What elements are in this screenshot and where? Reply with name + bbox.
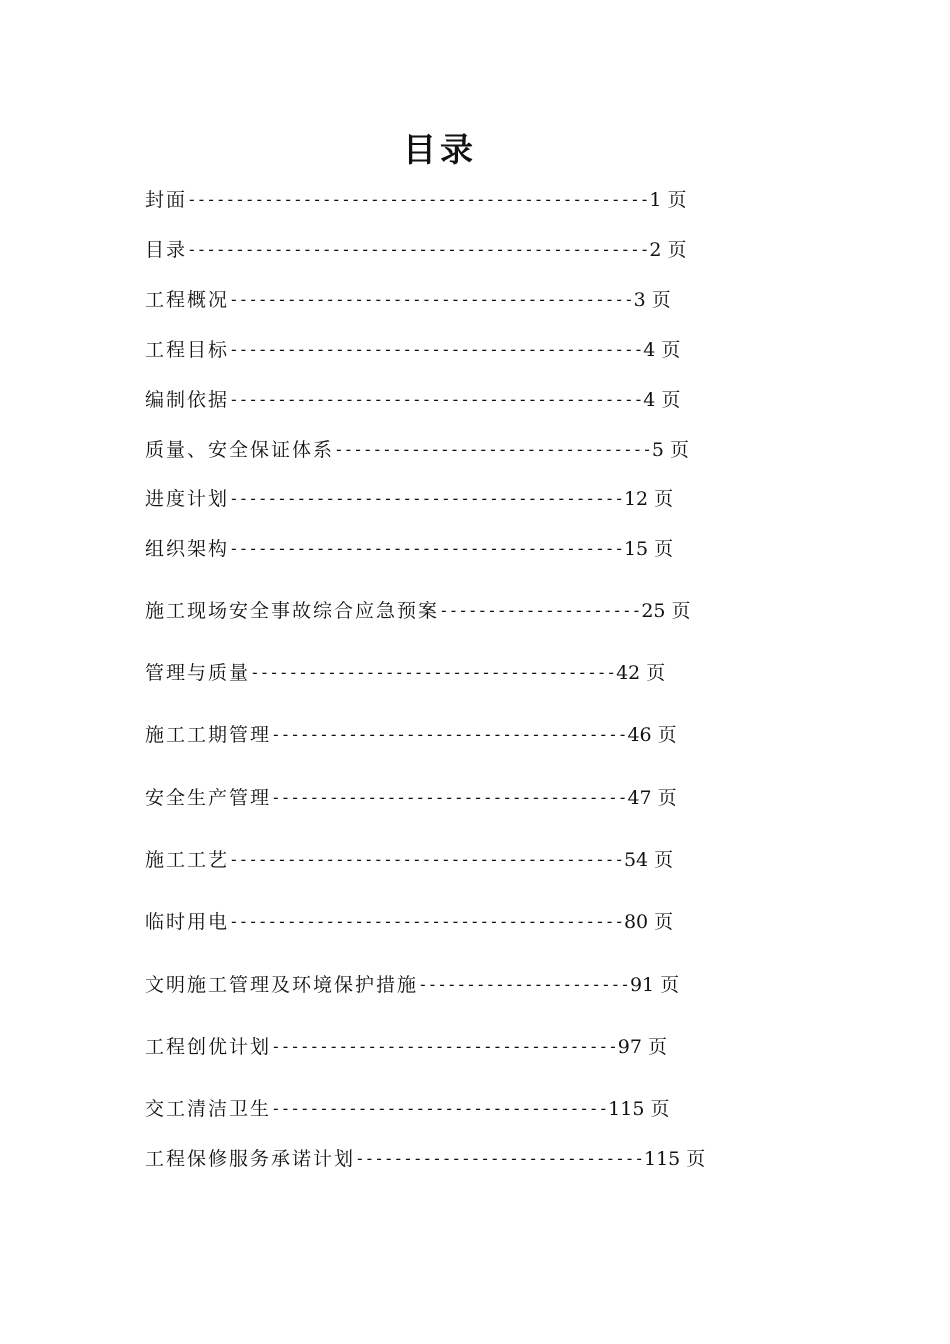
toc-page-number: 1 页 [649, 189, 687, 211]
toc-entry-label: 交工清洁卫生 [145, 1098, 272, 1120]
toc-entry [145, 385, 680, 415]
toc-leader: ------------------------------------------- [229, 390, 644, 409]
toc-page-number: 42 页 [616, 662, 666, 684]
toc-entry [145, 845, 673, 875]
toc-leader: ----------------------------------- [271, 1099, 609, 1118]
toc-entry [145, 285, 671, 315]
toc-leader: ------------------------------------- [271, 725, 628, 744]
toc-entry [145, 335, 680, 365]
toc-page-number: 115 页 [608, 1098, 670, 1120]
toc-entry [145, 235, 687, 265]
toc-entry [145, 907, 673, 937]
toc-leader: ----------------------------------------- [229, 539, 624, 558]
toc-page-number: 46 页 [627, 724, 677, 746]
toc-entry-label: 文明施工管理及环境保护措施 [145, 974, 419, 996]
toc-page-number: 15 页 [623, 538, 674, 560]
toc-entry-label: 编制依据 [145, 389, 230, 411]
toc-entry-label: 进度计划 [145, 488, 230, 510]
toc-entry-label: 工程创优计划 [145, 1036, 272, 1058]
toc-entry [145, 1032, 667, 1062]
toc-leader: -------------------------------------- [250, 663, 617, 682]
toc-entry [145, 596, 691, 626]
toc-entry [145, 783, 677, 813]
toc-leader: ------------------------------------- [271, 788, 628, 807]
toc-page-number: 91 页 [629, 974, 680, 996]
toc-page-number: 12 页 [623, 488, 674, 510]
toc-leader: ------------------------------ [355, 1149, 644, 1168]
toc-leader: ----------------------------------------- [229, 489, 624, 508]
page-title: 目录 [403, 130, 477, 169]
toc-page-number: 47 页 [627, 787, 677, 809]
toc-leader: ----------------------------------------- [229, 912, 624, 931]
toc-leader: ------------------------------------------- [229, 340, 644, 359]
toc-page-number: 25 页 [641, 600, 691, 622]
toc-entry-label: 工程概况 [145, 289, 230, 311]
toc-leader: --------------------------------- [334, 440, 652, 459]
toc-entry [145, 1144, 705, 1174]
toc-entry-label: 管理与质量 [145, 662, 251, 684]
toc-page-number: 4 页 [643, 339, 681, 361]
toc-leader: ----------------------------------------- [229, 850, 624, 869]
toc-page-number: 97 页 [617, 1036, 668, 1058]
toc-entry-label: 施工现场安全事故综合应急预案 [145, 600, 440, 622]
toc-leader: ------------------------------------------------ [187, 190, 650, 209]
toc-entry-label: 临时用电 [145, 911, 230, 933]
toc-entry-label: 工程保修服务承诺计划 [145, 1148, 356, 1170]
toc-entry [145, 185, 687, 215]
toc-entry-label: 封面 [145, 189, 188, 211]
toc-entry-label: 施工工艺 [145, 849, 230, 871]
toc-leader: ------------------------------------------------ [187, 240, 650, 259]
toc-entry [145, 484, 673, 514]
toc-page-number: 4 页 [643, 389, 681, 411]
toc-entry-label: 目录 [145, 239, 188, 261]
toc-page-number: 5 页 [651, 439, 690, 461]
toc-entry-label: 施工工期管理 [145, 724, 272, 746]
toc-entry [145, 534, 673, 564]
toc-leader: ------------------------------------ [271, 1037, 618, 1056]
toc-entry [145, 435, 689, 465]
toc-page-number: 115 页 [644, 1148, 706, 1170]
toc-leader: ------------------------------------------ [229, 290, 634, 309]
toc-page-number: 3 页 [633, 289, 671, 311]
toc-entry [145, 720, 677, 750]
toc-entry-label: 工程目标 [145, 339, 230, 361]
toc-entry-label: 组织架构 [145, 538, 230, 560]
toc-entry-label: 质量、安全保证体系 [145, 439, 335, 461]
toc-entry [145, 1094, 669, 1124]
toc-leader: --------------------- [439, 601, 642, 620]
toc-page-number: 54 页 [623, 849, 674, 871]
toc-page-number: 80 页 [623, 911, 674, 933]
toc-entry [145, 970, 679, 1000]
toc-entry-label: 安全生产管理 [145, 787, 272, 809]
toc-page-number: 2 页 [649, 239, 687, 261]
toc-leader: ---------------------- [418, 975, 630, 994]
toc-entry [145, 658, 665, 688]
